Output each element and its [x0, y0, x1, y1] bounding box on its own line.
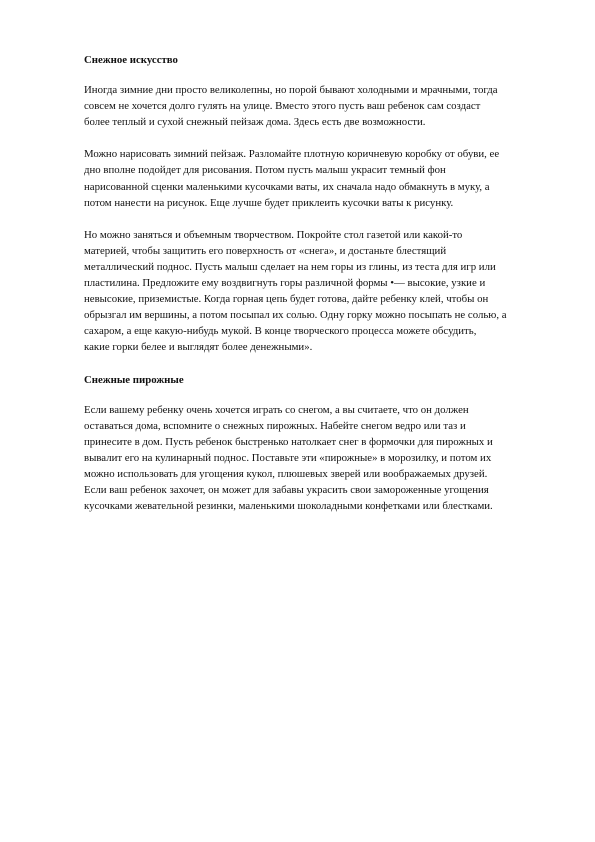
text-line: сахаром, а еще какую-нибудь мукой. В конце творческого процесса можете обсудить,: [84, 325, 477, 338]
paragraph: [84, 146, 554, 210]
text-line: материей, чтобы защитить его поверхность от «снега», и достаньте блестящий: [84, 244, 447, 257]
text-line: более теплый и сухой снежный пейзаж дома. Здесь есть две возможности.: [84, 116, 426, 129]
section-heading-snow-art: Снежное искусство: [84, 54, 178, 66]
text-line: Но можно заняться и объемным творчеством. Покройте стол газетой или какой-то: [84, 228, 463, 241]
paragraph: [84, 227, 554, 356]
text-line: Если ваш ребенок захочет, он может для забавы украсить свои замороженные угощения: [84, 484, 489, 497]
text-line: Если вашему ребенку очень хочется играть со снегом, а вы считаете, что он должен: [84, 403, 469, 416]
text-line: вывалит его на кулинарный поднос. Поставьте эти «пирожные» в морозилку, и потом их: [84, 451, 492, 464]
text-line: Можно нарисовать зимний пейзаж. Разломайте плотную коричневую коробку от обуви, ее: [84, 148, 500, 161]
text-line: дно вполне подойдет для рисования. Потом пусть малыш украсит темный фон: [84, 164, 446, 177]
document-body: [84, 52, 554, 530]
text-line: потом нанести на рисунок. Еще лучше будет приклеить кусочки ваты к рисунку.: [84, 196, 454, 209]
text-line: невысокие, приземистые. Когда горная цепь будет готова, дайте ребенку клей, чтобы он: [84, 293, 489, 306]
text-line: обрызгал им вершины, а потом посыпал их солью. Одну горку можно посыпать не солью, а: [84, 309, 507, 322]
section-heading-snow-cakes: Снежные пирожные: [84, 373, 184, 386]
text-line: металлический поднос. Пусть малыш сделает на нем горы из глины, из теста для игр или: [84, 260, 496, 273]
text-line: принесите в дом. Пусть ребенок быстренько натолкает снег в формочки для пирожных и: [84, 435, 493, 448]
text-line: кусочками жевательной резинки, маленькими шоколадными конфетками или блестками.: [84, 500, 493, 513]
text-line: какие горки белее и выглядят более денежными».: [84, 341, 313, 354]
text-line: оставаться дома, вспомните о снежных пирожных. Набейте снегом ведро или таз и: [84, 419, 466, 432]
text-line: нарисованной сценки маленькими кусочками ваты, их сначала надо обмакнуть в муку, а: [84, 180, 490, 193]
text-line: можно использовать для угощения кукол, плюшевых зверей или воображаемых друзей.: [84, 467, 488, 480]
text-line: Иногда зимние дни просто великолепны, но порой бывают холодными и мрачными, тогда: [84, 84, 498, 97]
paragraph: [84, 402, 554, 515]
paragraph: [84, 82, 554, 130]
text-line: совсем не хочется долго гулять на улице. Вместо этого пусть ваш ребенок сам создаст: [84, 100, 481, 113]
text-line: пластилина. Предложите ему воздвигнуть горы различной формы •— высокие, узкие и: [84, 277, 486, 290]
